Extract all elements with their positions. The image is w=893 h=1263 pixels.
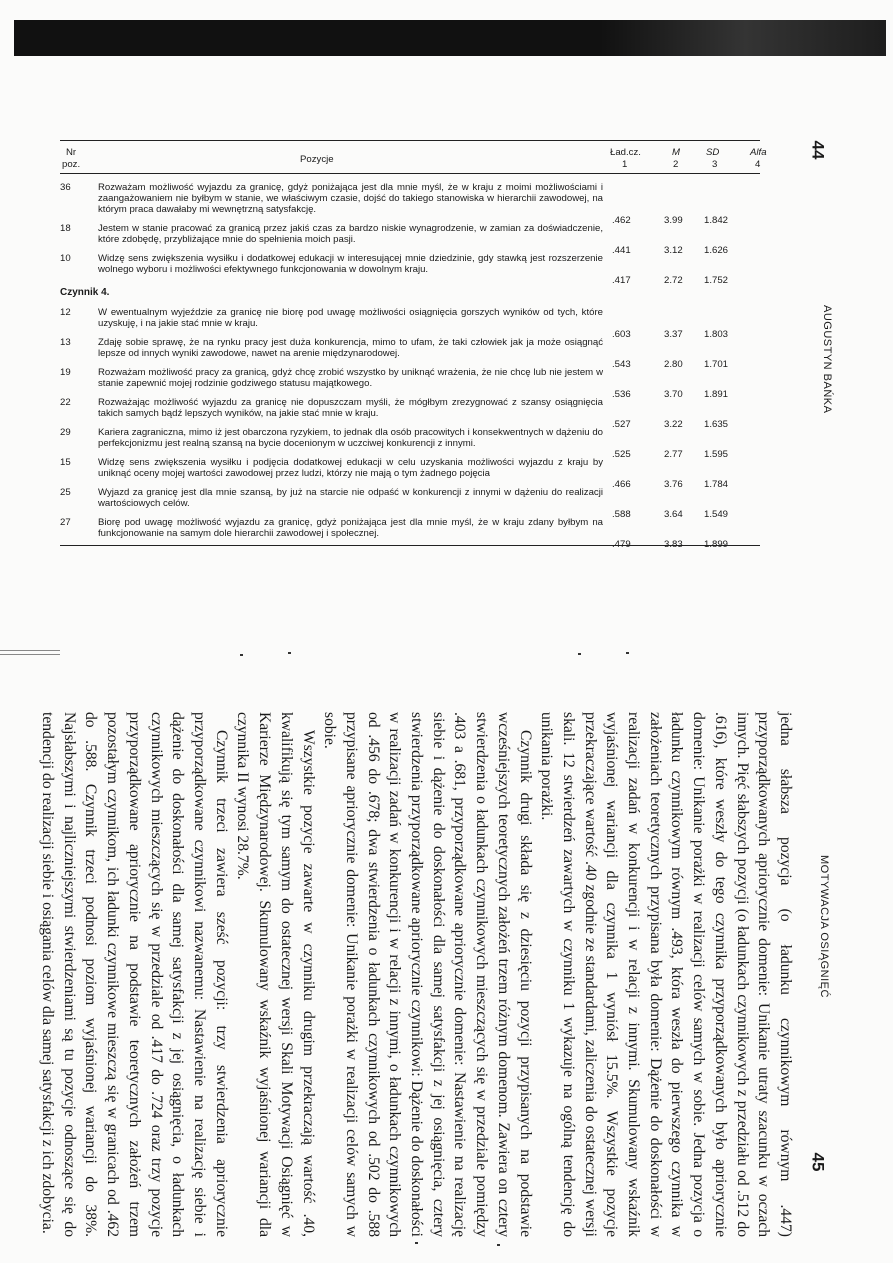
table-row: [60, 363, 760, 400]
body-text: [36, 712, 796, 1237]
row-mean: 3.22: [664, 418, 683, 430]
table-row: [60, 393, 760, 430]
header-pozycje: Pozycje: [300, 154, 334, 165]
scan-artifact: [0, 650, 60, 664]
row-statement: Biorę pod uwagę możliwość wyjazdu za granicę, gdyż poniżająca jest dla mnie myśl, że w kraju zdany byłbym na funkcjonowanie na samym dole hierarchii zawodowej i społecznej.: [98, 517, 603, 540]
row-loading: .441: [612, 245, 631, 257]
header-col1: 1: [622, 159, 628, 170]
section-title: Czynnik 4.: [60, 287, 110, 299]
row-sd: 1.549: [704, 509, 729, 521]
table-row: [60, 178, 760, 227]
row-loading: .603: [612, 328, 631, 340]
row-number: 18: [60, 223, 71, 235]
row-mean: 3.70: [664, 388, 683, 400]
scan-band-fade: [600, 20, 890, 56]
row-mean: 2.72: [664, 275, 683, 287]
row-sd: 1.891: [704, 388, 729, 400]
row-statement: Rozważam możliwość pracy za granicą, gdyż chcę zrobić wszystko by uniknąć wrażenia, że nie chcę lub nie jestem w stanie zapewnić mojej rodzinie godziwego statusu majątkowego.: [98, 366, 603, 389]
row-statement: Rozważam możliwość wyjazdu za granicę, gdyż poniżająca jest dla mnie myśl, że w kraju z moimi możliwościami i zaangażowaniem nie byłbym w stanie, we właściwym czasie, dojść do takiego stanowiska w hierarchii zawodowej, na którym praca dawałaby mi wewnętrzną satysfakcję.: [98, 182, 603, 216]
row-statement: Zdaję sobie sprawę, że na rynku pracy jest duża konkurencja, mimo to ufam, że taki człowiek jak ja może osiągnąć lepsze od innych wyniki zawodowe, nawet na arenie międzynarodowej.: [98, 336, 603, 359]
header-alfa: Alfa: [750, 147, 767, 158]
row-number: 19: [60, 366, 71, 378]
paragraph-3: Wszystkie pozycje zawarte w czynniku drugim przekraczają wartość .40, kwalifikują się tym samym do ostatecznej wersji Skali Motywacji Osiągnięć w Karierze Międzynarodowej. Skumulowany wskaźnik wyjaśnionej wariancji dla czynnika II wynosi 28.7%.: [234, 712, 317, 1237]
row-mean: 3.76: [664, 479, 683, 491]
row-sd: 1.899: [704, 539, 729, 551]
row-number: 10: [60, 253, 71, 265]
row-loading: .588: [612, 509, 631, 521]
row-statement: W ewentualnym wyjeździe za granicę nie biorę pod uwagę możliwości osiągnięcia gorszych wyników od tych, które uzyskuję, i na jakie stać mnie w kraju.: [98, 306, 603, 329]
table-bottom-rule: [60, 545, 760, 546]
row-statement: Widzę sens zwiększenia wysiłku i dodatkowej edukacji w interesującej mnie dziedzinie, gdy stawką jest rozszerzenie wolnego wyboru i możliwości efektywnego funkcjonowania w dowolnym kraju.: [98, 253, 603, 276]
table-row: [60, 219, 760, 257]
row-number: 36: [60, 182, 71, 193]
row-number: 12: [60, 306, 71, 318]
row-loading: .536: [612, 388, 631, 400]
row-sd: 1.842: [704, 215, 729, 227]
row-number: 25: [60, 487, 71, 499]
row-number: 27: [60, 517, 71, 529]
row-loading: .543: [612, 358, 631, 370]
header-col3: 3: [712, 159, 718, 170]
table-group-1: [60, 178, 760, 287]
header-col4: 4: [755, 159, 761, 170]
row-mean: 2.77: [664, 449, 683, 461]
row-sd: 1.595: [704, 449, 729, 461]
table-row: [60, 333, 760, 370]
header-col2: 2: [673, 159, 679, 170]
table-group-2: [60, 303, 760, 551]
row-mean: 3.64: [664, 509, 683, 521]
row-statement: Wyjazd za granicę jest dla mnie szansą, by już na starcie nie odpaść w konkurencji z innymi w dążeniu do realizacji wartościowych celów.: [98, 487, 603, 510]
table-header-rule: [60, 173, 760, 174]
paragraph-1: jedna słabsza pozycja (o ładunku czynnikowym równym .447) przyporządkowanych apriorycznie domenie: Unikanie utraty szacunku w oczach innych. Pięć słabszych pozycji (o ładunkach czynnikowych z przedziału od .512 do .616), które weszły do tego czynnika przyporządkowanych było apriorycznie domenie: Unikanie porażki w realizacji celów samych w sobie. Jedna pozycja o ładunku czynnikowym równym .493, która weszła do pierwszego czynnika w założeniach teoretycznych przypisana była domenie: Dążenie do doskonałości w realizacji zadań w konkurencji i w relacji z innymi. Skumulowany wskaźnik wyjaśnionej wariancji dla czynnika 1 wyniósł 15.5%. Wszystkie pozycje przekraczające wartość .40 zgodnie ze standardami, zaliczenia do ostatecznej wersji skali. 12 stwierdzeń zawartych w czynniku 1 wykazuje na ogólną tendencję do unikania porażki.: [538, 712, 794, 1237]
row-loading: .466: [612, 479, 631, 491]
row-statement: Kariera zagraniczna, mimo iż jest obarczona ryzykiem, to jednak dla osób pracowitych i konsekwentnych w dążeniu do perfekcjonizmu jest realną szansą na bycie docenionym w uczciwej konkurencji z innymi.: [98, 426, 603, 449]
table-row: [60, 249, 760, 287]
row-sd: 1.701: [704, 358, 729, 370]
page-number-right: 45: [808, 1152, 828, 1172]
row-number: 13: [60, 336, 71, 348]
row-number: 15: [60, 457, 71, 469]
header-sd: SD: [706, 147, 720, 158]
row-number: 29: [60, 426, 71, 438]
header-nr: Nr: [66, 147, 77, 158]
row-sd: 1.784: [704, 479, 729, 491]
header-m: M: [672, 147, 680, 158]
table-row: [60, 483, 760, 521]
row-sd: 1.635: [704, 418, 729, 430]
table-row: [60, 513, 760, 551]
table-row: [60, 453, 760, 491]
table-top-rule: [60, 140, 760, 141]
paragraph-2: Czynnik drugi składa się z dziesięciu pozycji przypisanych na podstawie wcześniejszych teoretycznych założeń trzem różnym domenom. Zawiera on cztery stwierdzenia o ładunkach czynnikowych mieszczących się w przedziale pomiędzy .403 a .681, przyporządkowane apriorycznie domenie: Nastawienie na realizację siebie i dążenie do doskonałości dla samej satysfakcji z jej osiągnięcia, cztery stwierdzenia przyporządkowane apriorycznie czynnikowi: Dążenie do doskonałości w realizacji zadań w konkurencji i w relacji z innymi, o ładunkach czynnikowych od .456 do .678; dwa stwierdzenia o ładunkach czynnikowych od .502 do .588 przypisane apriorycznie domenie: Unikanie porażki w realizacji celów samych w sobie.: [321, 712, 534, 1237]
factor-table: [60, 140, 767, 551]
row-mean: 3.12: [664, 245, 683, 257]
header-ladcz: Ład.cz.: [610, 147, 641, 158]
row-loading: .417: [612, 275, 631, 287]
row-loading: .462: [612, 215, 631, 227]
table-header: [60, 145, 767, 173]
header-poz: poz.: [62, 159, 81, 170]
running-head-left: AUGUSTYN BAŃKA: [821, 305, 833, 414]
row-mean: 3.99: [664, 215, 683, 227]
row-mean: 3.83: [664, 539, 683, 551]
page-number-left: 44: [808, 140, 828, 160]
row-sd: 1.752: [704, 275, 729, 287]
row-statement: Widzę sens zwiększenia wysiłku i podjęcia dodatkowej edukacji w celu uzyskania możliwości wyjazdu z kraju by uniknąć oceny mojej wartości zawodowej przez ludzi, którzy nie mają o tym żadnego pojęcia: [98, 457, 603, 480]
row-loading: .479: [612, 539, 631, 551]
row-mean: 3.37: [664, 328, 683, 340]
row-number: 22: [60, 396, 71, 408]
row-statement: Rozważając możliwość wyjazdu za granicę nie dopuszczam myśli, że mógłbym zrezygnować z szansy osiągnięcia takich samych bądź lepszych wyników, na jakie stać mnie w kraju.: [98, 396, 603, 419]
table-row: [60, 303, 760, 340]
paragraph-4: Czynnik trzeci zawiera sześć pozycji: trzy stwierdzenia apriorycznie przyporządkowane czynnikowi nazwanemu: Nastawienie na realizację siebie i dążenie do doskonałości dla samej satysfakcji z jej osiągnięcia, o ładunkach czynnikowych mieszczących się w przedziale od .417 do .724 oraz trzy pozycje przyporządkowane apriorycznie na podstawie teoretycznych założeń trzem pozostałym czynnikom, ich ładunki czynnikowe mieszczą się w granicach od .462 do .588. Czynnik trzeci podnosi poziom wyjaśnionej wariancji do 38%. Najsłabszymi i najliczniejszymi stwierdzeniami są tu pozycje odnoszące się do tendencji do realizacji siebie i osiągania celów dla samej satysfakcji z ich zdobycia.: [39, 712, 230, 1237]
row-loading: .525: [612, 449, 631, 461]
row-sd: 1.803: [704, 328, 729, 340]
row-statement: Jestem w stanie pracować za granicą przez jakiś czas za bardzo niskie wynagrodzenie, w zamian za doświadczenie, które zdobędę, przybliżające mnie do spełnienia moich pasji.: [98, 223, 603, 246]
table-row: [60, 423, 760, 461]
row-sd: 1.626: [704, 245, 729, 257]
running-head-right: MOTYWACJA OSIĄGNIĘĆ: [818, 855, 830, 998]
row-mean: 2.80: [664, 358, 683, 370]
row-loading: .527: [612, 418, 631, 430]
